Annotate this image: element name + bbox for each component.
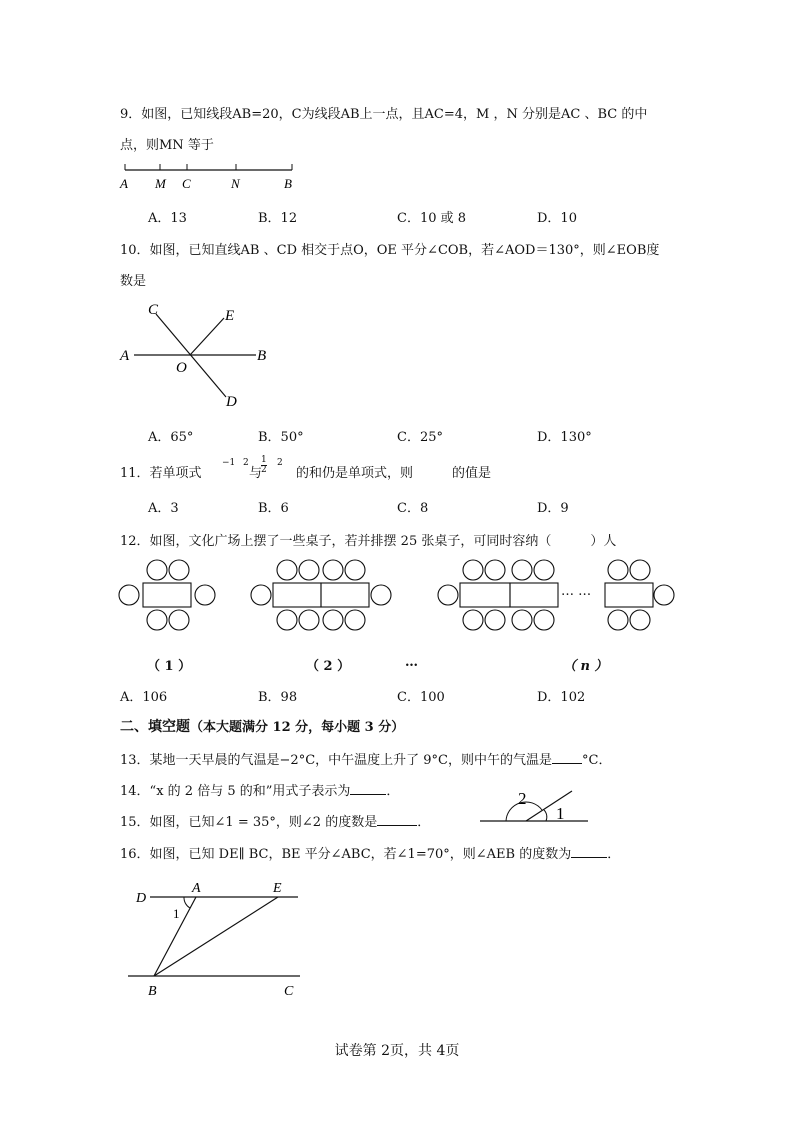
q12-table-arrangement-n xyxy=(438,560,674,630)
q11-fragment-3: 与 xyxy=(249,466,263,481)
q12-option-d[interactable]: D．102 xyxy=(537,690,586,705)
q15-answer-blank[interactable] xyxy=(377,825,417,826)
q10-option-c[interactable]: C．25° xyxy=(397,430,443,445)
q16-text: 16．如图，已知 DE∥ BC，BE 平分∠ABC，若∠1=70°，则∠AEB 的度数为 xyxy=(120,847,572,862)
q11-option-a[interactable]: A．3 xyxy=(148,501,179,516)
q14-stem xyxy=(120,780,399,799)
q12-continuation-dots: … … xyxy=(561,584,592,599)
q15-angle-label-1: 1 xyxy=(556,804,565,823)
q15-stem xyxy=(120,811,430,830)
q16-label-d: D xyxy=(136,891,147,906)
q9-option-d[interactable]: D．10 xyxy=(537,211,577,226)
q11-fragment-2: 2 xyxy=(243,458,249,468)
q16-answer-blank[interactable] xyxy=(571,857,607,858)
q9-point-n: N xyxy=(231,176,240,191)
q10-intersecting-lines-figure xyxy=(118,298,278,413)
q14-text: 14．“x 的 2 倍与 5 的和”用式子表示为 xyxy=(120,784,351,799)
q9-option-c[interactable]: C．10 或 8 xyxy=(397,211,467,226)
q11-option-d[interactable]: D．9 xyxy=(537,501,569,516)
q16-tail: ． xyxy=(607,847,621,862)
q12-option-b[interactable]: B．98 xyxy=(258,690,298,705)
q10-label-e: E xyxy=(225,308,235,324)
q10-label-c: C xyxy=(148,302,159,318)
q13-tail: °C． xyxy=(582,753,612,768)
q16-label-a: A xyxy=(192,881,201,896)
q10-label-b: B xyxy=(257,348,267,364)
q12-stem: 12．如图，文化广场上摆了一些桌子，若并排摆 25 张桌子，可同时容纳（ ）人 xyxy=(120,534,617,549)
q10-option-a[interactable]: A．65° xyxy=(148,430,194,445)
q15-angle-label-2: 2 xyxy=(518,789,527,808)
q13-stem xyxy=(120,749,611,768)
q11-fragment-1: −1 xyxy=(222,458,236,468)
q11-fraction-numerator: 1 xyxy=(261,455,267,465)
q9-segment-figure xyxy=(120,160,310,194)
q9-point-b: B xyxy=(284,176,292,191)
q14-tail: ． xyxy=(386,784,400,799)
q11-stem-suffix2: 的值是 xyxy=(452,466,492,481)
q10-stem-line1: 10．如图，已知直线AB 、CD 相交于点O，OE 平分∠COB，若∠AOD＝130°，则∠EOB度 xyxy=(120,243,660,258)
page-footer: 试卷第 2页，共 4页 xyxy=(334,1043,460,1059)
q10-label-d: D xyxy=(226,394,237,410)
q11-stem-suffix: 的和仍是单项式，则 xyxy=(296,466,414,481)
q16-label-c: C xyxy=(284,984,294,999)
q15-angle-figure xyxy=(476,782,592,828)
section-2-title: 二、填空题 xyxy=(120,719,190,735)
q9-option-b[interactable]: B．12 xyxy=(258,211,298,226)
q11-stem-prefix: 11．若单项式 xyxy=(120,466,202,481)
q9-option-a[interactable]: A．13 xyxy=(148,211,187,226)
q13-answer-blank[interactable] xyxy=(552,763,582,764)
q15-text: 15．如图，已知∠1 = 35°，则∠2 的度数是 xyxy=(120,815,378,830)
q10-option-b[interactable]: B．50° xyxy=(258,430,304,445)
q10-stem-line2: 数是 xyxy=(120,274,147,289)
q16-parallel-lines-figure xyxy=(128,878,313,1002)
q12-caption-ellipsis: … xyxy=(405,655,418,670)
q11-option-b[interactable]: B．6 xyxy=(258,501,289,516)
q12-caption-n: （ n ） xyxy=(563,659,608,674)
q12-option-c[interactable]: C．100 xyxy=(397,690,445,705)
q11-option-c[interactable]: C．8 xyxy=(397,501,429,516)
q9-stem-line1: 9．如图，已知线段AB=20，C为线段AB上一点，且AC=4，M ，N 分别是AC 、BC 的中 xyxy=(120,107,648,122)
q12-table-arrangement-2 xyxy=(251,560,391,630)
section-2-note: （本大题满分 12 分，每小题 3 分） xyxy=(190,720,405,735)
q16-angle-label-1: 1 xyxy=(173,906,180,921)
q16-label-e: E xyxy=(273,881,282,896)
q12-caption-1: （ 1 ） xyxy=(147,659,192,674)
q16-label-b: B xyxy=(148,984,157,999)
q10-label-a: A xyxy=(120,348,130,364)
q11-fraction xyxy=(261,456,267,475)
q13-text: 13．某地一天早晨的气温是−2°C，中午温度上升了 9°C，则中午的气温是 xyxy=(120,753,553,768)
section-2-header xyxy=(120,716,404,736)
q9-point-m: M xyxy=(155,176,166,191)
q14-answer-blank[interactable] xyxy=(350,794,386,795)
q12-table-arrangement-1 xyxy=(119,560,215,630)
q15-tail: ． xyxy=(417,815,431,830)
q12-caption-2: （ 2 ） xyxy=(306,659,351,674)
q10-option-d[interactable]: D．130° xyxy=(537,430,592,445)
q12-tables-figure xyxy=(118,557,678,633)
q9-point-c: C xyxy=(182,176,191,191)
q10-label-o: O xyxy=(176,360,187,376)
q9-stem-line2: 点，则MN 等于 xyxy=(120,138,214,153)
q9-point-a: A xyxy=(120,176,128,191)
q11-fraction-denominator: 2 xyxy=(261,465,267,475)
q11-fragment-4: 2 xyxy=(277,458,283,468)
q16-stem xyxy=(120,843,620,862)
q12-option-a[interactable]: A．106 xyxy=(120,690,168,705)
